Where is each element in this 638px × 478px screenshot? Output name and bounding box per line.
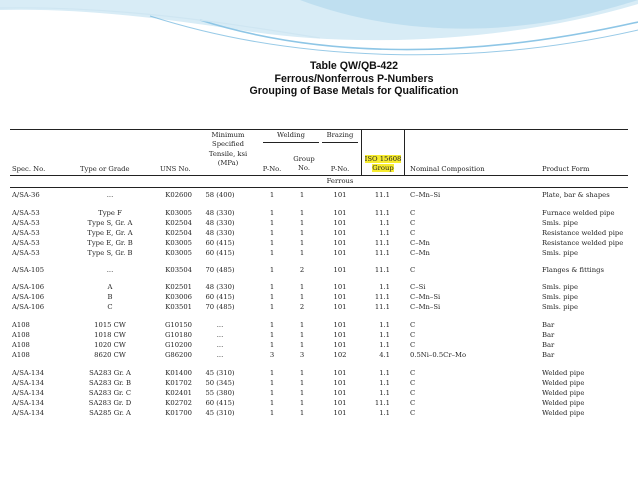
cell-composition: C–Mn bbox=[410, 239, 430, 247]
cell-type-or-grade: SA283 Gr. C bbox=[88, 389, 132, 397]
cell-brazing-p-no: 101 bbox=[333, 369, 347, 377]
cell-group-no: 1 bbox=[299, 239, 305, 247]
cell-group-no: 1 bbox=[299, 321, 305, 329]
cell-spec-no: A/SA-106 bbox=[12, 293, 45, 301]
cell-iso-group: 1.1 bbox=[379, 283, 390, 291]
cell-composition: C–Mn–Si bbox=[410, 191, 441, 199]
cell-uns-no: K03005 bbox=[165, 209, 192, 217]
title-line-2: Ferrous/Nonferrous P-Numbers bbox=[274, 72, 434, 85]
cell-composition: C–Si bbox=[410, 283, 426, 291]
header-iso-divider-left bbox=[361, 130, 362, 175]
cell-uns-no: K02501 bbox=[165, 283, 192, 291]
table-row bbox=[0, 265, 638, 275]
cell-product-form: Welded pipe bbox=[542, 389, 585, 397]
cell-brazing-p-no: 101 bbox=[333, 219, 347, 227]
cell-tensile: 45 (310) bbox=[205, 409, 235, 417]
cell-product-form: Smls. pipe bbox=[542, 219, 578, 227]
cell-brazing-p-no: 101 bbox=[333, 266, 347, 274]
cell-group-no: 1 bbox=[299, 219, 305, 227]
cell-p-no: 3 bbox=[269, 351, 275, 359]
cell-brazing-p-no: 101 bbox=[333, 321, 347, 329]
cell-product-form: Welded pipe bbox=[542, 369, 585, 377]
header-group-no-line: Group bbox=[293, 155, 315, 163]
cell-product-form: Plate, bar & shapes bbox=[542, 191, 610, 199]
cell-p-no: 1 bbox=[269, 369, 275, 377]
cell-iso-group: 1.1 bbox=[379, 229, 390, 237]
cell-uns-no: K02401 bbox=[165, 389, 192, 397]
table-row bbox=[0, 282, 638, 292]
cell-group-no: 1 bbox=[299, 331, 305, 339]
cell-type-or-grade: A bbox=[107, 283, 113, 291]
header-min-tensile-line: Specified bbox=[212, 140, 244, 149]
cell-p-no: 1 bbox=[269, 389, 275, 397]
cell-tensile: 50 (345) bbox=[205, 379, 235, 387]
cell-composition: C bbox=[410, 399, 416, 407]
cell-group-no: 1 bbox=[299, 369, 305, 377]
cell-brazing-p-no: 102 bbox=[333, 351, 347, 359]
cell-group-no: 1 bbox=[299, 229, 305, 237]
cell-type-or-grade: Type E, Gr. A bbox=[87, 229, 133, 237]
cell-uns-no: K03504 bbox=[165, 266, 192, 274]
table-row bbox=[0, 218, 638, 228]
table-row bbox=[0, 368, 638, 378]
cell-type-or-grade: ... bbox=[106, 191, 114, 199]
cell-brazing-p-no: 101 bbox=[333, 293, 347, 301]
cell-tensile: 70 (485) bbox=[205, 266, 235, 274]
cell-iso-group: 1.1 bbox=[379, 379, 390, 387]
cell-iso-group: 1.1 bbox=[379, 341, 390, 349]
cell-group-no: 1 bbox=[299, 409, 305, 417]
cell-uns-no: G86200 bbox=[164, 351, 192, 359]
cell-brazing-p-no: 101 bbox=[333, 389, 347, 397]
cell-p-no: 1 bbox=[269, 379, 275, 387]
cell-uns-no: G10200 bbox=[164, 341, 192, 349]
table-row bbox=[0, 190, 638, 200]
cell-spec-no: A/SA-53 bbox=[12, 229, 40, 237]
cell-tensile: 48 (330) bbox=[205, 229, 235, 237]
cell-iso-group: 4.1 bbox=[379, 351, 390, 359]
header-group-no-line: No. bbox=[297, 164, 311, 173]
table-row bbox=[0, 248, 638, 258]
cell-group-no: 1 bbox=[299, 379, 305, 387]
cell-p-no: 1 bbox=[269, 283, 275, 291]
cell-spec-no: A/SA-134 bbox=[12, 409, 45, 417]
cell-spec-no: A/SA-134 bbox=[12, 369, 45, 377]
cell-tensile: 70 (485) bbox=[205, 303, 235, 311]
iso-highlight: ISO 15608 bbox=[364, 155, 402, 163]
cell-tensile: 60 (415) bbox=[205, 399, 235, 407]
cell-group-no: 1 bbox=[299, 283, 305, 291]
cell-uns-no: K03005 bbox=[165, 239, 192, 247]
header-group-no bbox=[290, 155, 318, 174]
cell-brazing-p-no: 101 bbox=[333, 341, 347, 349]
header-iso-divider-right bbox=[404, 130, 405, 175]
cell-brazing-p-no: 101 bbox=[333, 409, 347, 417]
cell-tensile: 48 (330) bbox=[205, 219, 235, 227]
cell-p-no: 1 bbox=[269, 219, 275, 227]
cell-product-form: Welded pipe bbox=[542, 409, 585, 417]
header-iso-group bbox=[362, 155, 404, 174]
header-min-tensile-line: (MPa) bbox=[217, 159, 239, 168]
cell-iso-group: 11.1 bbox=[374, 191, 390, 199]
cell-p-no: 1 bbox=[269, 399, 275, 407]
cell-uns-no: K03006 bbox=[165, 293, 192, 301]
cell-product-form: Welded pipe bbox=[542, 399, 585, 407]
cell-composition: C bbox=[410, 379, 416, 387]
cell-type-or-grade: 1018 CW bbox=[94, 331, 126, 339]
cell-group-no: 1 bbox=[299, 293, 305, 301]
cell-uns-no: K02600 bbox=[165, 191, 192, 199]
cell-p-no: 1 bbox=[269, 191, 275, 199]
cell-uns-no: K02504 bbox=[165, 229, 192, 237]
cell-product-form: Smls. pipe bbox=[542, 303, 578, 311]
cell-group-no: 1 bbox=[299, 341, 305, 349]
cell-product-form: Smls. pipe bbox=[542, 249, 578, 257]
cell-product-form: Smls. pipe bbox=[542, 293, 578, 301]
cell-iso-group: 11.1 bbox=[374, 266, 390, 274]
cell-brazing-p-no: 101 bbox=[333, 379, 347, 387]
header-spec-no: Spec. No. bbox=[12, 165, 46, 173]
cell-spec-no: A/SA-53 bbox=[12, 249, 40, 257]
cell-group-no: 3 bbox=[299, 351, 305, 359]
cell-composition: 0.5Ni–0.5Cr–Mo bbox=[410, 351, 467, 359]
cell-uns-no: K02702 bbox=[165, 399, 192, 407]
header-brazing: Brazing bbox=[326, 131, 354, 139]
header-top-rule bbox=[10, 129, 628, 130]
table-row bbox=[0, 292, 638, 302]
cell-product-form: Bar bbox=[542, 321, 555, 329]
table-row bbox=[0, 340, 638, 350]
cell-iso-group: 1.1 bbox=[379, 321, 390, 329]
table-row bbox=[0, 302, 638, 312]
cell-p-no: 1 bbox=[269, 331, 275, 339]
cell-product-form: Bar bbox=[542, 341, 555, 349]
cell-composition: C bbox=[410, 389, 416, 397]
cell-iso-group: 1.1 bbox=[379, 219, 390, 227]
cell-product-form: Bar bbox=[542, 331, 555, 339]
cell-composition: C bbox=[410, 266, 416, 274]
cell-composition: C bbox=[410, 369, 416, 377]
cell-group-no: 2 bbox=[299, 266, 305, 274]
cell-tensile: 60 (415) bbox=[205, 249, 235, 257]
cell-spec-no: A/SA-134 bbox=[12, 379, 45, 387]
cell-composition: C bbox=[410, 209, 416, 217]
cell-p-no: 1 bbox=[269, 293, 275, 301]
cell-composition: C bbox=[410, 219, 416, 227]
cell-iso-group: 1.1 bbox=[379, 331, 390, 339]
cell-uns-no: K01400 bbox=[165, 369, 192, 377]
cell-spec-no: A/SA-36 bbox=[12, 191, 40, 199]
cell-spec-no: A108 bbox=[12, 351, 30, 359]
cell-spec-no: A/SA-53 bbox=[12, 219, 40, 227]
cell-spec-no: A/SA-53 bbox=[12, 209, 40, 217]
cell-p-no: 1 bbox=[269, 409, 275, 417]
cell-p-no: 1 bbox=[269, 303, 275, 311]
cell-uns-no: G10150 bbox=[164, 321, 192, 329]
cell-spec-no: A108 bbox=[12, 321, 30, 329]
table-row bbox=[0, 378, 638, 388]
table-row bbox=[0, 238, 638, 248]
table-row bbox=[0, 228, 638, 238]
cell-spec-no: A/SA-53 bbox=[12, 239, 40, 247]
cell-uns-no: K02504 bbox=[165, 219, 192, 227]
cell-type-or-grade: B bbox=[107, 293, 113, 301]
cell-tensile: 60 (415) bbox=[205, 293, 235, 301]
cell-type-or-grade: SA285 Gr. A bbox=[89, 409, 131, 417]
cell-iso-group: 1.1 bbox=[379, 369, 390, 377]
cell-brazing-p-no: 101 bbox=[333, 209, 347, 217]
cell-tensile: ... bbox=[216, 321, 224, 329]
cell-spec-no: A/SA-134 bbox=[12, 389, 45, 397]
section-label-ferrous: Ferrous bbox=[326, 177, 354, 185]
cell-tensile: 45 (310) bbox=[205, 369, 235, 377]
cell-composition: C–Mn–Si bbox=[410, 303, 441, 311]
cell-type-or-grade: Type E, Gr. B bbox=[87, 239, 133, 247]
header-min-tensile bbox=[197, 131, 259, 169]
cell-composition: C–Mn–Si bbox=[410, 293, 441, 301]
cell-composition: C bbox=[410, 341, 416, 349]
cell-iso-group: 1.1 bbox=[379, 409, 390, 417]
cell-tensile: 58 (400) bbox=[205, 191, 235, 199]
header-p-no: P-No. bbox=[262, 165, 282, 173]
cell-type-or-grade: SA283 Gr. A bbox=[89, 369, 131, 377]
cell-p-no: 1 bbox=[269, 209, 275, 217]
cell-iso-group: 11.1 bbox=[374, 399, 390, 407]
cell-group-no: 1 bbox=[299, 389, 305, 397]
cell-brazing-p-no: 101 bbox=[333, 331, 347, 339]
cell-tensile: 55 (380) bbox=[205, 389, 235, 397]
cell-iso-group: 11.1 bbox=[374, 239, 390, 247]
table-row bbox=[0, 330, 638, 340]
table-row bbox=[0, 350, 638, 360]
header-welding: Welding bbox=[277, 131, 305, 139]
cell-tensile: 60 (415) bbox=[205, 239, 235, 247]
cell-p-no: 1 bbox=[269, 239, 275, 247]
cell-type-or-grade: Type S, Gr. A bbox=[87, 219, 133, 227]
cell-spec-no: A/SA-134 bbox=[12, 399, 45, 407]
cell-brazing-p-no: 101 bbox=[333, 239, 347, 247]
title-line-1: Table QW/QB-422 bbox=[309, 60, 399, 72]
cell-product-form: Resistance welded pipe bbox=[542, 239, 624, 247]
cell-spec-no: A108 bbox=[12, 331, 30, 339]
cell-p-no: 1 bbox=[269, 229, 275, 237]
cell-type-or-grade: Type S, Gr. B bbox=[87, 249, 133, 257]
cell-iso-group: 11.1 bbox=[374, 303, 390, 311]
section-rule bbox=[10, 187, 628, 188]
cell-product-form: Smls. pipe bbox=[542, 283, 578, 291]
cell-brazing-p-no: 101 bbox=[333, 283, 347, 291]
cell-product-form: Furnace welded pipe bbox=[542, 209, 615, 217]
cell-composition: C bbox=[410, 409, 416, 417]
cell-brazing-p-no: 101 bbox=[333, 399, 347, 407]
cell-composition: C–Mn bbox=[410, 249, 430, 257]
cell-composition: C bbox=[410, 331, 416, 339]
table-title bbox=[0, 60, 638, 98]
table-row bbox=[0, 208, 638, 218]
cell-type-or-grade: 8620 CW bbox=[94, 351, 126, 359]
cell-type-or-grade: SA283 Gr. D bbox=[88, 399, 132, 407]
cell-brazing-p-no: 101 bbox=[333, 229, 347, 237]
cell-uns-no: K01700 bbox=[165, 409, 192, 417]
cell-product-form: Bar bbox=[542, 351, 555, 359]
cell-spec-no: A/SA-106 bbox=[12, 283, 45, 291]
welding-rule bbox=[263, 142, 319, 143]
title-line-3: Grouping of Base Metals for Qualification bbox=[249, 85, 459, 97]
table-row bbox=[0, 408, 638, 418]
cell-type-or-grade: SA283 Gr. B bbox=[89, 379, 131, 387]
brazing-rule bbox=[322, 142, 358, 143]
cell-uns-no: K01702 bbox=[165, 379, 192, 387]
cell-brazing-p-no: 101 bbox=[333, 249, 347, 257]
cell-p-no: 1 bbox=[269, 321, 275, 329]
cell-p-no: 1 bbox=[269, 341, 275, 349]
cell-tensile: ... bbox=[216, 351, 224, 359]
header-type-or-grade: Type or Grade bbox=[80, 165, 130, 173]
header-product-form: Product Form bbox=[542, 165, 590, 173]
cell-tensile: ... bbox=[216, 341, 224, 349]
cell-iso-group: 11.1 bbox=[374, 209, 390, 217]
header-min-tensile-line: Tensile, ksi bbox=[208, 149, 248, 158]
header-brazing-p-no: P-No. bbox=[330, 165, 350, 173]
header-bottom-rule bbox=[10, 175, 628, 176]
cell-iso-group: 1.1 bbox=[379, 389, 390, 397]
cell-product-form: Resistance welded pipe bbox=[542, 229, 624, 237]
cell-uns-no: K03501 bbox=[165, 303, 192, 311]
cell-type-or-grade: Type F bbox=[98, 209, 122, 217]
header-min-tensile-line: Minimum bbox=[211, 131, 245, 139]
cell-type-or-grade: ... bbox=[106, 266, 114, 274]
cell-composition: C bbox=[410, 229, 416, 237]
cell-group-no: 1 bbox=[299, 209, 305, 217]
cell-p-no: 1 bbox=[269, 266, 275, 274]
header-uns-no: UNS No. bbox=[160, 165, 191, 173]
cell-product-form: Flanges & fittings bbox=[542, 266, 604, 274]
table-row bbox=[0, 320, 638, 330]
cell-composition: C bbox=[410, 321, 416, 329]
cell-tensile: ... bbox=[216, 331, 224, 339]
cell-type-or-grade: 1015 CW bbox=[94, 321, 126, 329]
cell-brazing-p-no: 101 bbox=[333, 191, 347, 199]
cell-iso-group: 11.1 bbox=[374, 249, 390, 257]
cell-type-or-grade: C bbox=[107, 303, 113, 311]
cell-group-no: 2 bbox=[299, 303, 305, 311]
cell-spec-no: A/SA-105 bbox=[12, 266, 45, 274]
cell-tensile: 48 (330) bbox=[205, 283, 235, 291]
cell-spec-no: A108 bbox=[12, 341, 30, 349]
cell-uns-no: K03005 bbox=[165, 249, 192, 257]
cell-brazing-p-no: 101 bbox=[333, 303, 347, 311]
cell-type-or-grade: 1020 CW bbox=[94, 341, 126, 349]
table-row bbox=[0, 388, 638, 398]
cell-uns-no: G10180 bbox=[164, 331, 192, 339]
cell-tensile: 48 (330) bbox=[205, 209, 235, 217]
cell-group-no: 1 bbox=[299, 399, 305, 407]
cell-spec-no: A/SA-106 bbox=[12, 303, 45, 311]
cell-group-no: 1 bbox=[299, 191, 305, 199]
cell-product-form: Welded pipe bbox=[542, 379, 585, 387]
iso-highlight: Group bbox=[372, 164, 394, 173]
header-nominal-composition: Nominal Composition bbox=[410, 165, 485, 173]
cell-p-no: 1 bbox=[269, 249, 275, 257]
cell-group-no: 1 bbox=[299, 249, 305, 257]
table-row bbox=[0, 398, 638, 408]
cell-iso-group: 11.1 bbox=[374, 293, 390, 301]
